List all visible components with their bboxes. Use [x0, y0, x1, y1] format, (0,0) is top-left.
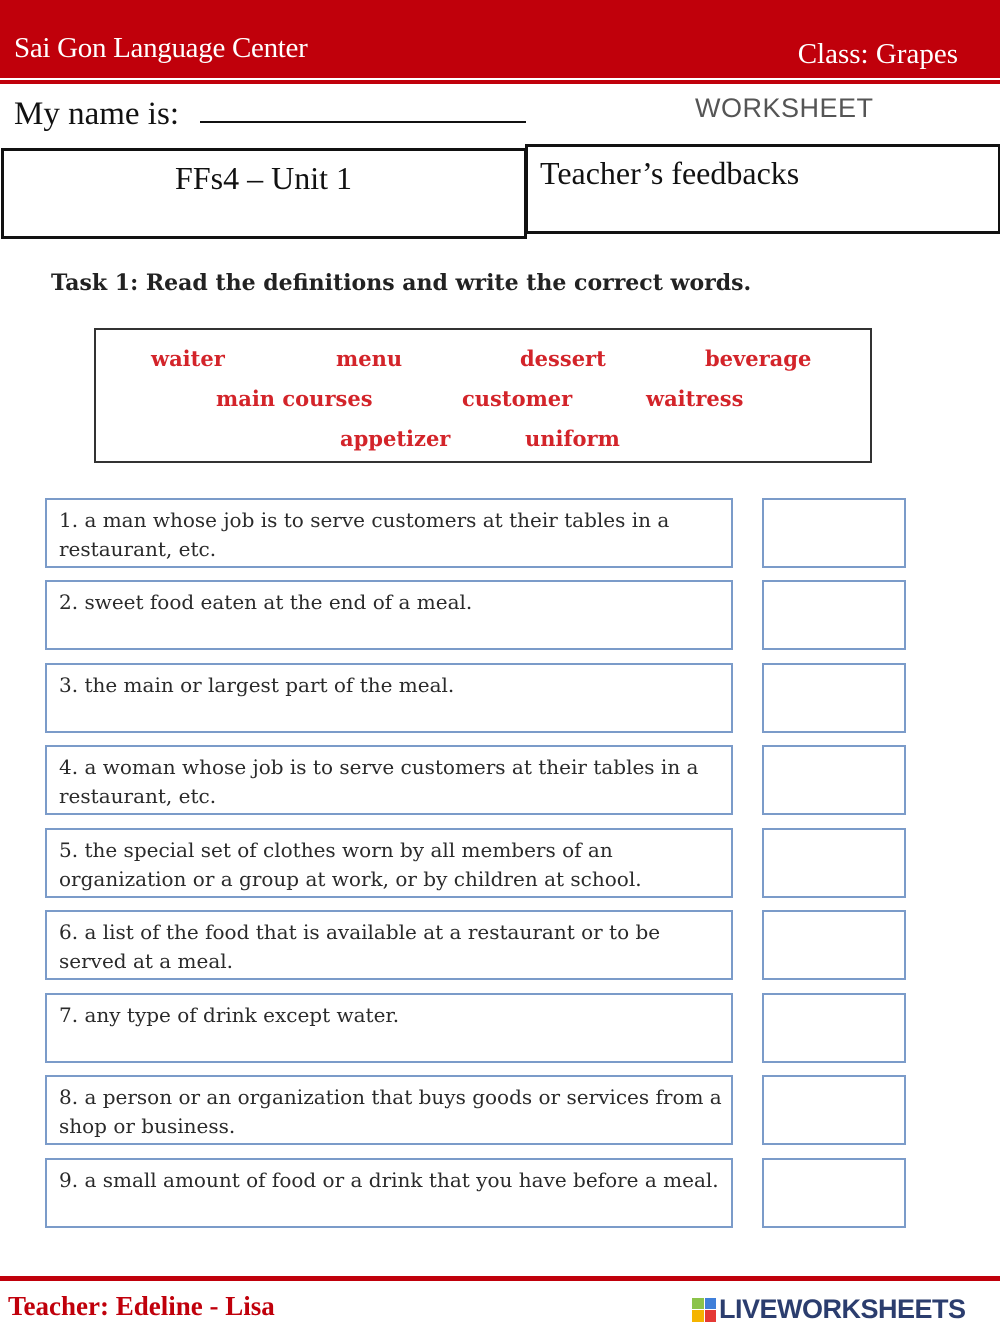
definition-item [45, 745, 733, 815]
definition-text: 2. sweet food eaten at the end of a meal. [59, 590, 473, 614]
word-bank-item: dessert [520, 346, 606, 371]
answer-input-2[interactable] [762, 580, 906, 650]
word-bank-item: menu [336, 346, 403, 371]
answer-input-6[interactable] [762, 910, 906, 980]
answer-input-1[interactable] [762, 498, 906, 568]
definition-text: 1. a man whose job is to serve customers at their tables in a restaurant, etc. [59, 508, 670, 561]
liveworksheets-brand: LIVEWORKSHEETS [719, 1294, 966, 1324]
word-bank-item: main courses [216, 386, 373, 411]
feedback-label: Teacher’s feedbacks [540, 155, 800, 191]
definition-item [45, 828, 733, 898]
header-divider [0, 80, 1000, 84]
definition-text: 5. the special set of clothes worn by all members of an organization or a group at work, or by children at school. [59, 838, 642, 891]
answer-input-9[interactable] [762, 1158, 906, 1228]
class-name: Class: Grapes [797, 38, 958, 70]
definition-text: 6. a list of the food that is available at a restaurant or to be served at a meal. [59, 920, 661, 973]
name-underline [200, 121, 526, 123]
word-bank [94, 328, 872, 463]
word-bank-item: customer [462, 386, 573, 411]
definition-item [45, 498, 733, 568]
footer-divider [0, 1276, 1000, 1281]
definition-text: 3. the main or largest part of the meal. [59, 673, 455, 697]
task-title: Task 1: Read the definitions and write the correct words. [51, 270, 752, 296]
definition-item [45, 663, 733, 733]
answer-input-5[interactable] [762, 828, 906, 898]
definition-item [45, 1075, 733, 1145]
word-bank-item: waitress [646, 386, 744, 411]
answer-input-4[interactable] [762, 745, 906, 815]
unit-label: FFs4 – Unit 1 [175, 160, 352, 196]
definition-item [45, 993, 733, 1063]
center-name: Sai Gon Language Center [14, 32, 308, 64]
definition-item [45, 1158, 733, 1228]
word-bank-item: uniform [525, 426, 620, 451]
definition-text: 7. any type of drink except water. [59, 1003, 400, 1027]
word-bank-item: waiter [151, 346, 225, 371]
answer-input-7[interactable] [762, 993, 906, 1063]
definition-item [45, 580, 733, 650]
definition-text: 8. a person or an organization that buys goods or services from a shop or business. [59, 1085, 722, 1138]
definition-text: 4. a woman whose job is to serve customers at their tables in a restaurant, etc. [59, 755, 699, 808]
word-bank-item: appetizer [340, 426, 451, 451]
word-bank-item: beverage [705, 346, 812, 371]
liveworksheets-logo-icon [692, 1298, 716, 1322]
teacher-name: Teacher: Edeline - Lisa [8, 1291, 275, 1321]
liveworksheets-logo[interactable] [692, 1294, 966, 1325]
worksheet-label: WORKSHEET [695, 93, 874, 123]
definition-text: 9. a small amount of food or a drink that you have before a meal. [59, 1168, 719, 1192]
definition-item [45, 910, 733, 980]
answer-input-8[interactable] [762, 1075, 906, 1145]
answer-input-3[interactable] [762, 663, 906, 733]
name-label: My name is: [14, 96, 179, 132]
